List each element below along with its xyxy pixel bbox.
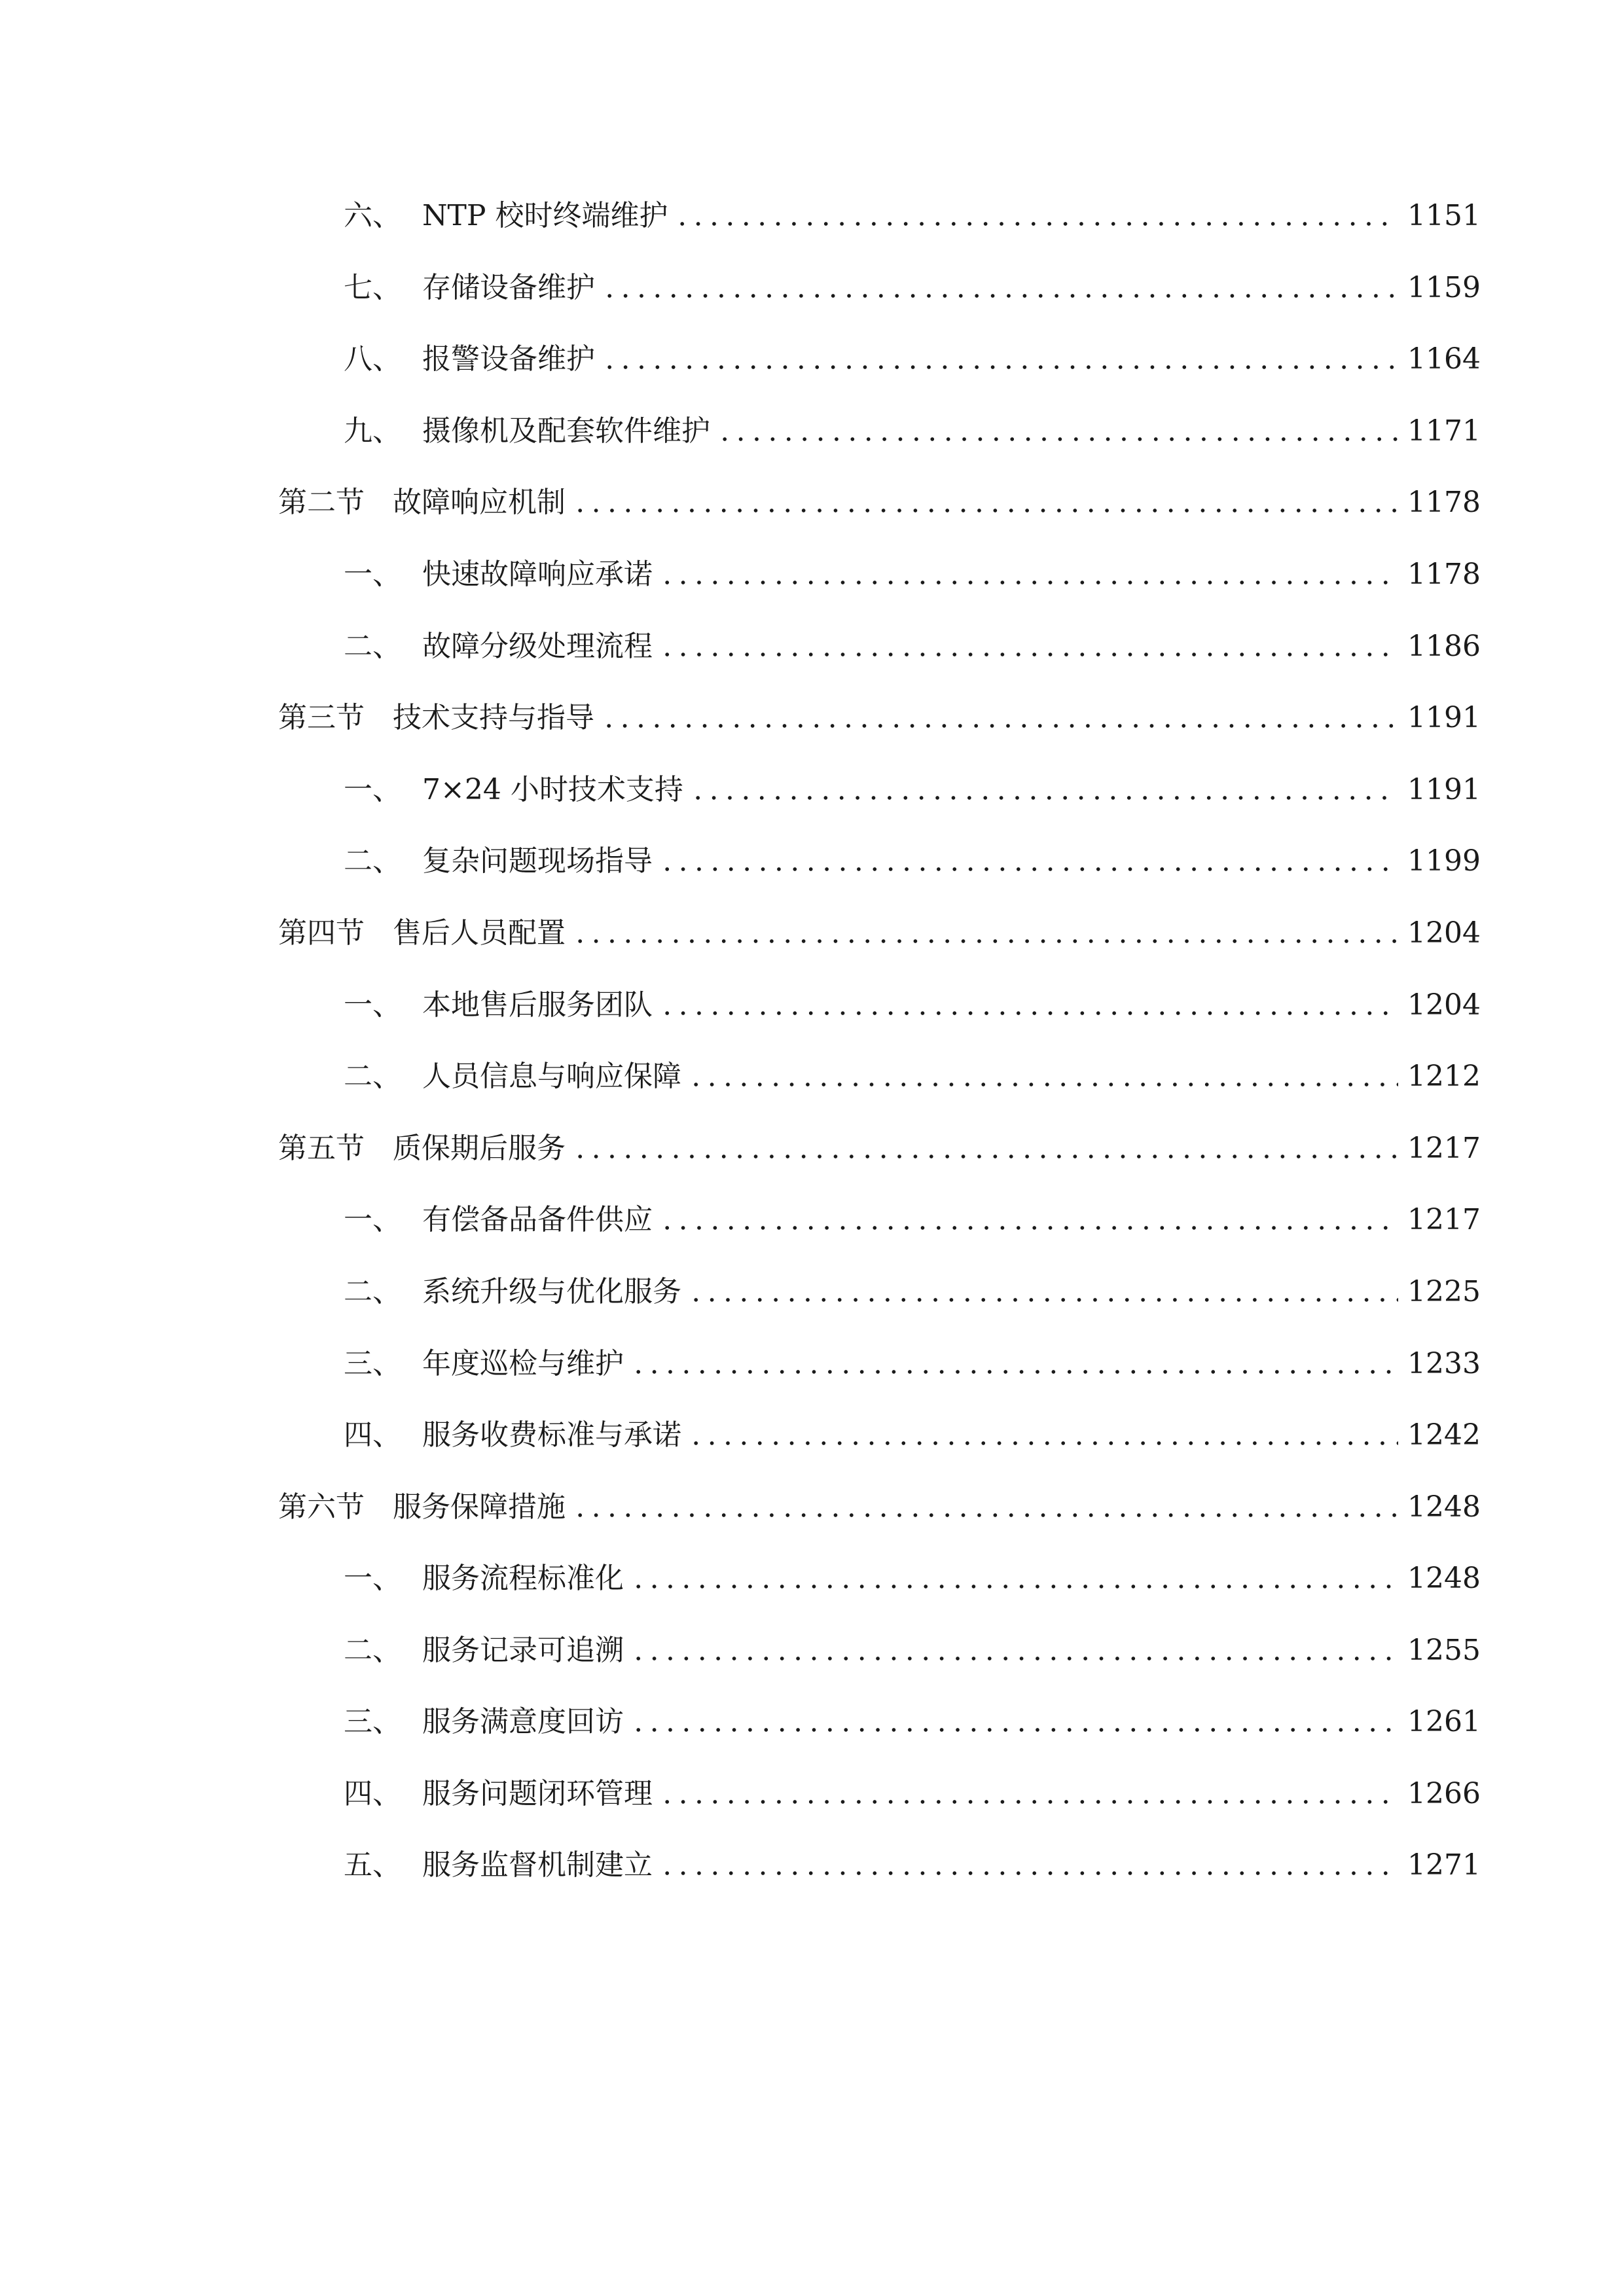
toc-entry-title: 服务记录可追溯 — [422, 1634, 624, 1667]
toc-entry-number: 三、 — [344, 1347, 401, 1380]
toc-entry[interactable] — [344, 1197, 1481, 1243]
dot-leader — [717, 408, 1398, 454]
toc-entry-title: 系统升级与优化服务 — [422, 1275, 681, 1308]
toc-entry-title: 7×24 小时技术支持 — [422, 773, 683, 806]
toc-entry-page: 1186 — [1407, 630, 1481, 663]
toc-entry[interactable] — [344, 982, 1481, 1028]
toc-entry-number: 六、 — [344, 199, 401, 232]
toc-entry[interactable] — [344, 1628, 1481, 1674]
dot-leader — [630, 1341, 1398, 1387]
toc-entry-title: 服务满意度回访 — [422, 1705, 624, 1738]
toc-entry[interactable] — [344, 552, 1481, 598]
dot-leader — [688, 1054, 1398, 1100]
toc-entry-title: 故障分级处理流程 — [422, 630, 653, 663]
toc-entry[interactable] — [344, 193, 1481, 239]
toc-section-title: 故障响应机制 — [393, 486, 566, 519]
toc-entry-title: 报警设备维护 — [422, 342, 595, 376]
toc-entry-title: 本地售后服务团队 — [422, 988, 653, 1022]
toc-entry-number: 一、 — [344, 1203, 401, 1236]
toc-entry-page: 1212 — [1407, 1060, 1481, 1093]
toc-section-title: 售后人员配置 — [393, 916, 566, 950]
toc-entry-page: 1266 — [1407, 1777, 1481, 1810]
toc-section-entry[interactable] — [278, 480, 1481, 526]
toc-entry-number: 二、 — [344, 1634, 401, 1667]
toc-entry-number: 二、 — [344, 630, 401, 663]
dot-leader — [602, 265, 1398, 311]
dot-leader — [659, 1771, 1398, 1817]
toc-section-title: 技术支持与指导 — [393, 701, 594, 734]
toc-section-title: 质保期后服务 — [393, 1132, 566, 1165]
toc-entry-number: 七、 — [344, 271, 401, 304]
toc-entry-title: 复杂问题现场指导 — [422, 844, 653, 878]
toc-entry-title: 摄像机及配套软件维护 — [422, 414, 710, 448]
dot-leader — [659, 982, 1398, 1028]
toc-entry-page: 1261 — [1407, 1705, 1481, 1738]
toc-entry-number: 四、 — [344, 1418, 401, 1452]
toc-entry-number: 四、 — [344, 1777, 401, 1810]
toc-entry-title: 服务监督机制建立 — [422, 1848, 653, 1882]
dot-leader — [688, 1412, 1398, 1458]
dot-leader — [659, 1197, 1398, 1243]
dot-leader — [659, 1842, 1398, 1888]
toc-entry-page: 1204 — [1407, 916, 1481, 950]
toc-entry-title: 有偿备品备件供应 — [422, 1203, 653, 1236]
toc-entry-title: 人员信息与响应保障 — [422, 1060, 681, 1093]
toc-entry-title: 存储设备维护 — [422, 271, 595, 304]
toc-entry[interactable] — [344, 1699, 1481, 1745]
toc-section-number: 第五节 — [278, 1132, 365, 1165]
toc-entry-title: 服务问题闭环管理 — [422, 1777, 653, 1810]
toc-entry[interactable] — [344, 1842, 1481, 1888]
dot-leader — [572, 1484, 1398, 1530]
toc-entry-page: 1151 — [1407, 199, 1481, 232]
toc-entry-page: 1191 — [1407, 773, 1481, 806]
toc-section-number: 第三节 — [278, 701, 365, 734]
toc-entry-page: 1217 — [1407, 1132, 1481, 1165]
toc-entry-title: 年度巡检与维护 — [422, 1347, 624, 1380]
toc-entry-title: 快速故障响应承诺 — [422, 558, 653, 591]
toc-entry-number: 三、 — [344, 1705, 401, 1738]
toc-entry-page: 1178 — [1407, 558, 1481, 591]
toc-entry-page: 1204 — [1407, 988, 1481, 1022]
toc-entry-page: 1199 — [1407, 844, 1481, 878]
toc-entry[interactable] — [344, 1412, 1481, 1458]
toc-entry[interactable] — [344, 1341, 1481, 1387]
toc-entry-page: 1271 — [1407, 1848, 1481, 1882]
toc-section-number: 第六节 — [278, 1490, 365, 1524]
toc-entry[interactable] — [344, 408, 1481, 454]
toc-entry[interactable] — [344, 1054, 1481, 1100]
toc-entry-number: 九、 — [344, 414, 401, 448]
toc-entry-number: 一、 — [344, 988, 401, 1022]
toc-entry-page: 1191 — [1407, 701, 1481, 734]
toc-entry-number: 八、 — [344, 342, 401, 376]
toc-entry-title: 服务流程标准化 — [422, 1562, 624, 1595]
toc-section-entry[interactable] — [278, 1126, 1481, 1172]
toc-entry-page: 1225 — [1407, 1275, 1481, 1308]
toc-entry-page: 1248 — [1407, 1562, 1481, 1595]
dot-leader — [659, 624, 1398, 670]
toc-entry[interactable] — [344, 1556, 1481, 1602]
toc-entry-number: 二、 — [344, 844, 401, 878]
dot-leader — [630, 1699, 1398, 1745]
toc-entry[interactable] — [344, 624, 1481, 670]
dot-leader — [602, 336, 1398, 382]
toc-entry-page: 1242 — [1407, 1418, 1481, 1452]
toc-entry-page: 1248 — [1407, 1490, 1481, 1524]
dot-leader — [572, 480, 1398, 526]
dot-leader — [630, 1628, 1398, 1674]
dot-leader — [688, 1269, 1398, 1315]
toc-entry-page: 1233 — [1407, 1347, 1481, 1380]
dot-leader — [601, 695, 1398, 741]
toc-entry-page: 1164 — [1407, 342, 1481, 376]
toc-section-number: 第二节 — [278, 486, 365, 519]
dot-leader — [659, 552, 1398, 598]
toc-entry[interactable] — [344, 1771, 1481, 1817]
toc-section-entry[interactable] — [278, 695, 1481, 741]
dot-leader — [690, 767, 1398, 813]
toc-section-entry[interactable] — [278, 910, 1481, 956]
toc-entry-page: 1217 — [1407, 1203, 1481, 1236]
toc-section-title: 服务保障措施 — [393, 1490, 566, 1524]
toc-entry-title: 服务收费标准与承诺 — [422, 1418, 681, 1452]
dot-leader — [630, 1556, 1398, 1602]
toc-entry-number: 一、 — [344, 1562, 401, 1595]
toc-entry-number: 二、 — [344, 1275, 401, 1308]
toc-section-number: 第四节 — [278, 916, 365, 950]
toc-entry-page: 1178 — [1407, 486, 1481, 519]
toc-entry-page: 1171 — [1407, 414, 1481, 448]
toc-entry[interactable] — [344, 767, 1481, 813]
toc-entry[interactable] — [344, 1269, 1481, 1315]
toc-entry-number: 二、 — [344, 1060, 401, 1093]
toc-entry[interactable] — [344, 336, 1481, 382]
dot-leader — [572, 910, 1398, 956]
toc-entry[interactable] — [344, 838, 1481, 884]
toc-entry-title: NTP 校时终端维护 — [422, 199, 668, 232]
toc-entry-number: 一、 — [344, 773, 401, 806]
dot-leader — [674, 193, 1398, 239]
toc-entry-number: 一、 — [344, 558, 401, 591]
toc-entry-page: 1159 — [1407, 271, 1481, 304]
toc-entry-page: 1255 — [1407, 1634, 1481, 1667]
dot-leader — [659, 838, 1398, 884]
dot-leader — [572, 1126, 1398, 1172]
toc-entry-number: 五、 — [344, 1848, 401, 1882]
toc-entry[interactable] — [344, 265, 1481, 311]
toc-section-entry[interactable] — [278, 1484, 1481, 1530]
